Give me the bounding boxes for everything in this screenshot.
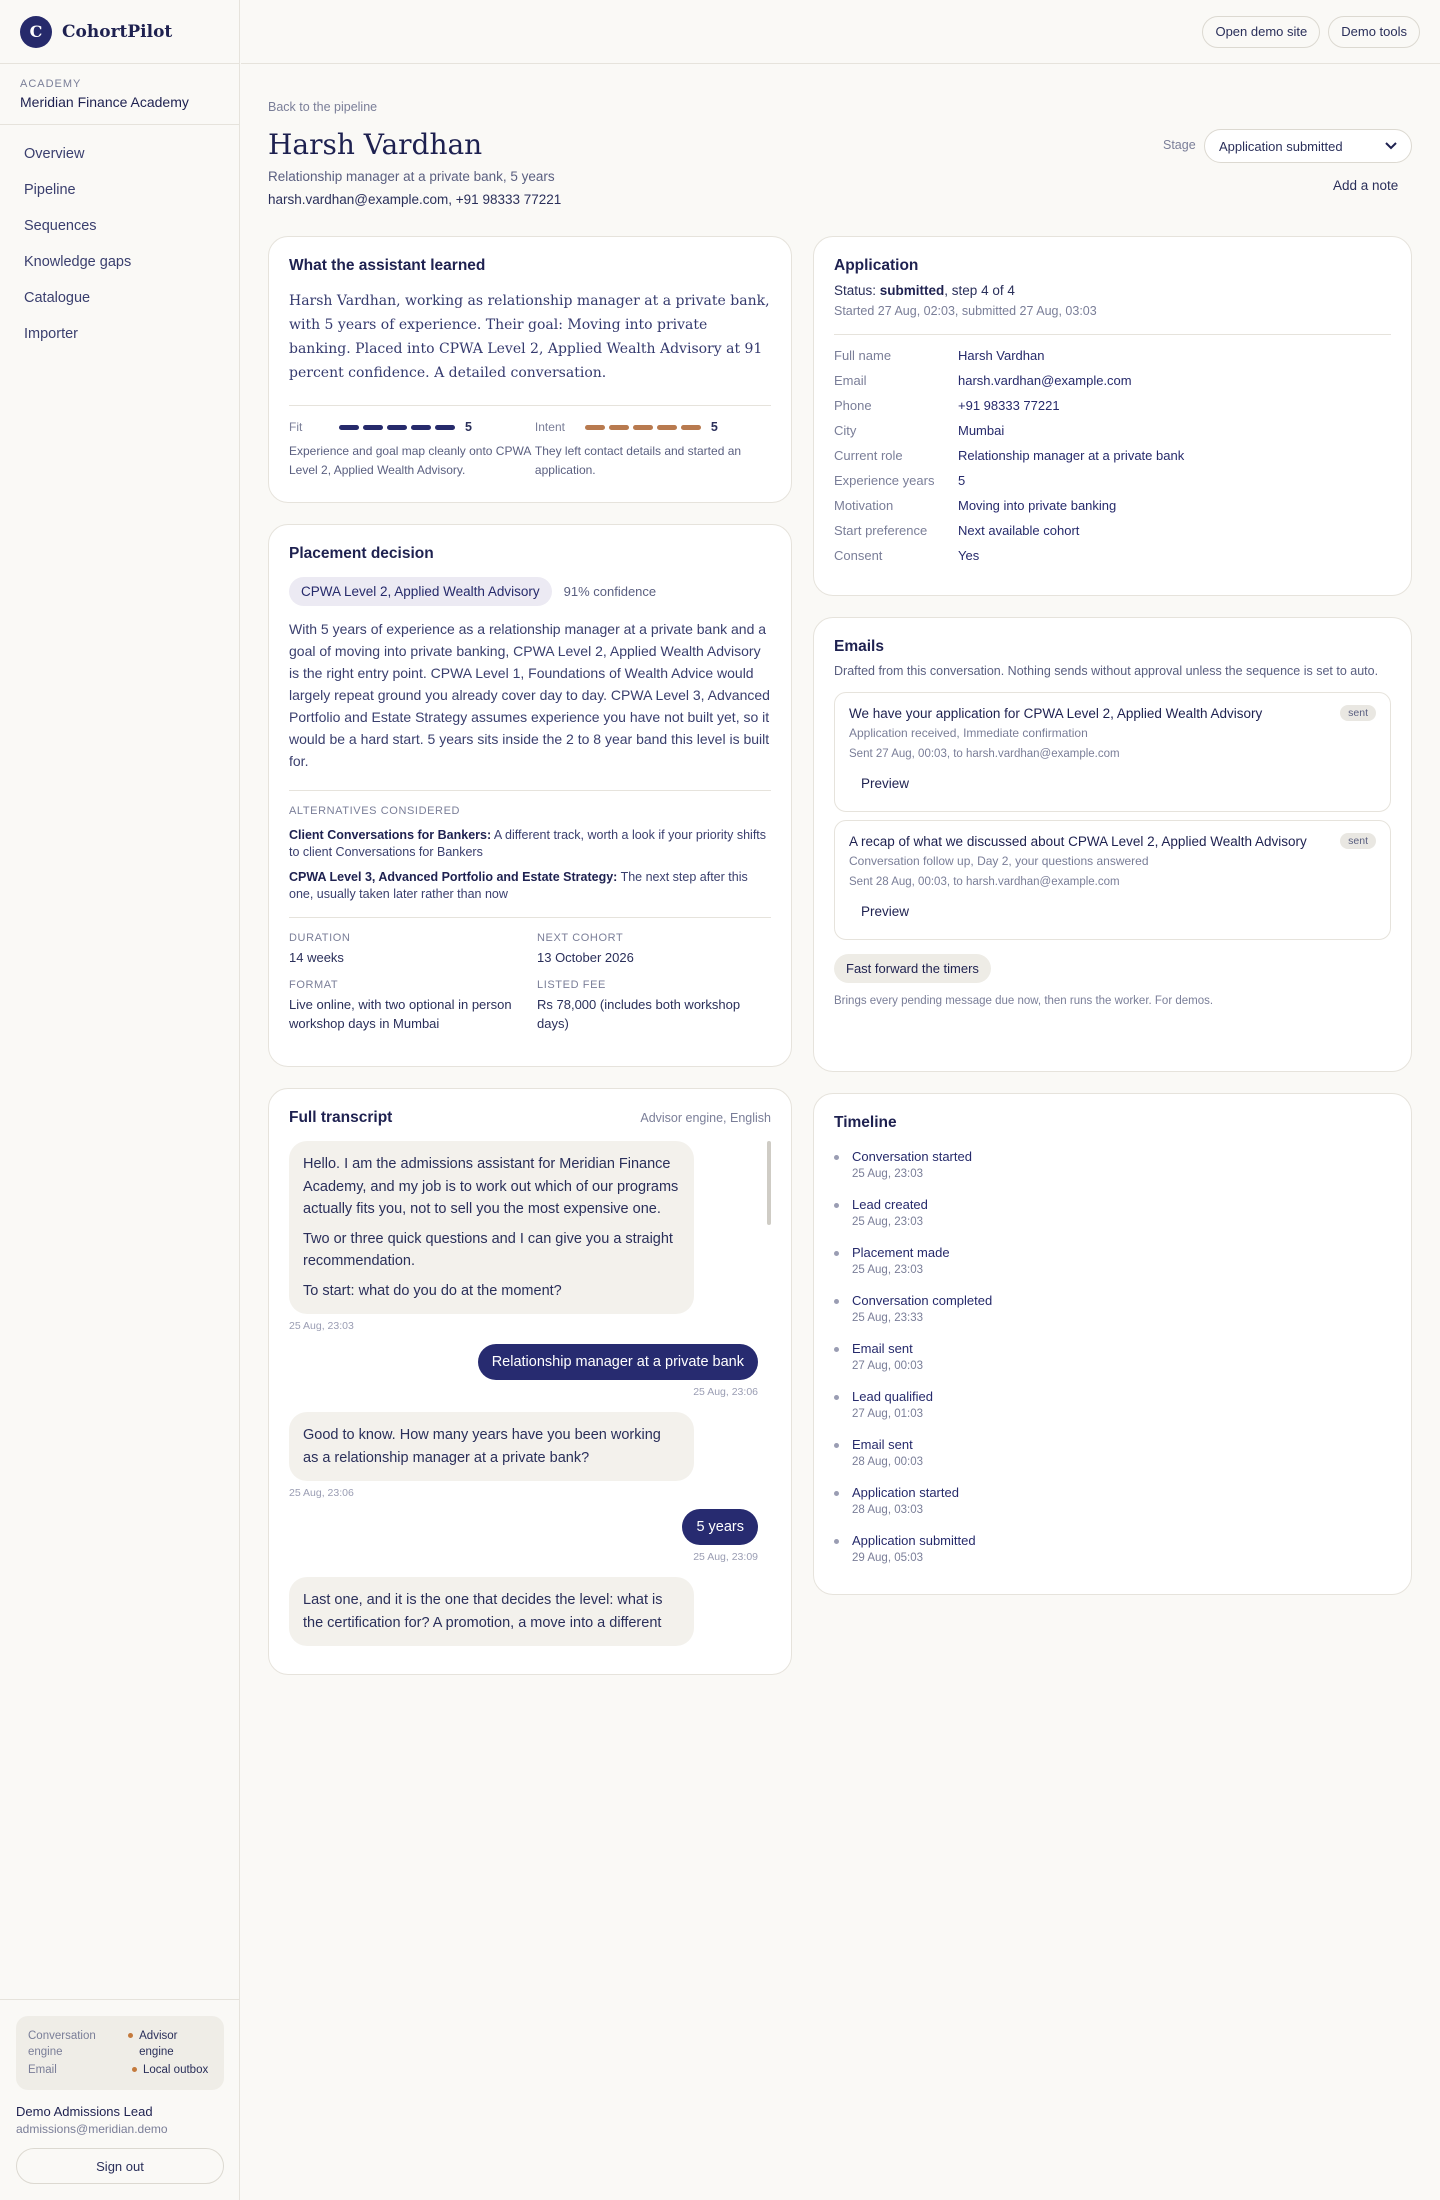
- application-field: [834, 468, 1391, 493]
- application-field: [834, 518, 1391, 543]
- timeline-dot-icon: [834, 1299, 839, 1304]
- intent-label: Intent: [534, 420, 565, 434]
- email-preview-button[interactable]: Preview: [861, 904, 910, 919]
- timeline-event: Application submitted: [852, 1533, 976, 1548]
- topbar: [241, 0, 1440, 64]
- page-title: Harsh Vardhan: [268, 128, 483, 161]
- email-sent-meta: Sent 28 Aug, 00:03, to harsh.vardhan@example.com: [849, 876, 1120, 888]
- field-label: Consent: [834, 548, 883, 563]
- alternative-item: [289, 827, 771, 861]
- email-status-dot-icon: [132, 2067, 137, 2072]
- application-status-prefix: Status:: [834, 283, 880, 298]
- intent-score: 5: [710, 420, 718, 434]
- email-item: [834, 820, 1391, 940]
- placement-program-badge: CPWA Level 2, Applied Wealth Advisory: [289, 577, 552, 606]
- listed-fee-value: Rs 78,000 (includes both workshop days): [537, 997, 741, 1031]
- field-value: Relationship manager at a private bank: [958, 448, 1185, 463]
- email-preview-button[interactable]: Preview: [861, 776, 910, 791]
- timeline-date: 29 Aug, 05:03: [852, 1552, 923, 1564]
- message-timestamp: 25 Aug, 23:06: [693, 1386, 758, 1398]
- timeline-event: Lead created: [852, 1197, 928, 1212]
- transcript-scrollbar[interactable]: [767, 1141, 771, 1225]
- email-status-badge: sent: [1340, 705, 1376, 721]
- fast-forward-button[interactable]: Fast forward the timers: [834, 954, 991, 983]
- stage-label: Stage: [1163, 138, 1196, 152]
- field-value: harsh.vardhan@example.com: [958, 373, 1132, 388]
- timeline-date: 25 Aug, 23:03: [852, 1264, 923, 1276]
- application-field: [834, 443, 1391, 468]
- timeline-dot-icon: [834, 1539, 839, 1544]
- timeline-card: [813, 1093, 1412, 1595]
- alternative-note: The next step after this one, usually taken later rather than now: [289, 870, 748, 901]
- back-to-pipeline-link[interactable]: Back to the pipeline: [268, 100, 378, 114]
- brand-logo-icon: C: [20, 16, 52, 48]
- email-subject: We have your application for CPWA Level 2, Applied Wealth Advisory: [849, 705, 1263, 721]
- emails-intro: Drafted from this conversation. Nothing sends without approval unless the sequence is set to auto.: [834, 664, 1379, 678]
- application-status-value: submitted: [879, 283, 945, 298]
- assistant-message: [289, 1577, 694, 1646]
- learned-summary: Harsh Vardhan, working as relationship manager at a private bank, with 5 years of experience. Their goal: Moving into private banking. Placed into CPWA Level 2, Applied Wealth Advisory at 91 percent confidence. A detailed conversation.: [289, 293, 770, 381]
- user-name: Demo Admissions Lead: [16, 2104, 153, 2119]
- sign-out-button[interactable]: Sign out: [16, 2148, 224, 2184]
- timeline-date: 27 Aug, 00:03: [852, 1360, 923, 1372]
- email-status-badge: sent: [1340, 833, 1376, 849]
- nav-item-catalogue[interactable]: Catalogue: [24, 290, 91, 306]
- timeline-item: [834, 1244, 1391, 1278]
- brand[interactable]: [0, 0, 239, 64]
- message-text: Two or three quick questions and I can give you a straight recommendation.: [303, 1230, 673, 1269]
- open-demo-site-button[interactable]: Open demo site: [1202, 16, 1320, 48]
- fit-bar: [339, 425, 359, 430]
- assistant-message: [289, 1412, 694, 1481]
- alternative-item: [289, 869, 771, 903]
- fit-bar: [411, 425, 431, 430]
- timeline-event: Email sent: [852, 1437, 913, 1452]
- field-label: City: [834, 423, 857, 438]
- message-timestamp: 25 Aug, 23:03: [289, 1320, 354, 1332]
- message-text: To start: what do you do at the moment?: [303, 1282, 562, 1299]
- timeline-item: [834, 1340, 1391, 1374]
- field-value: 5: [958, 473, 966, 488]
- field-value: Harsh Vardhan: [958, 348, 1045, 363]
- transcript-scroll[interactable]: [289, 1141, 771, 1651]
- application-field: [834, 418, 1391, 443]
- engine-status-row: [28, 2028, 212, 2060]
- placement-rationale: With 5 years of experience as a relationship manager at a private bank and a goal of moving into private banking, CPWA Level 2, Applied Wealth Advisory is the right entry point. CPWA Level 1, Foundations of Wealth Advice would largely repeat ground you already cover day to day. CPWA Level 3, Advanced Portfolio and Estate Strategy assumes experience you have not built yet, so it would be a hard start. 5 years sits inside the 2 to 8 year band this level is built for.: [289, 621, 770, 769]
- sidebar: [0, 0, 240, 2200]
- email-sent-meta: Sent 27 Aug, 00:03, to harsh.vardhan@example.com: [849, 748, 1120, 760]
- email-sequence: Conversation follow up, Day 2, your questions answered: [849, 854, 1149, 868]
- placement-title: Placement decision: [289, 545, 434, 562]
- next-cohort-value: 13 October 2026: [537, 950, 634, 965]
- fit-bar: [387, 425, 407, 430]
- intent-score-bars: [585, 425, 701, 430]
- fit-score-bars: [339, 425, 455, 430]
- intent-bar: [609, 425, 629, 430]
- integration-status: [16, 2016, 224, 2090]
- format-label: FORMAT: [289, 979, 339, 991]
- application-card: [813, 236, 1412, 596]
- application-field: [834, 543, 1391, 568]
- timeline-item: [834, 1148, 1391, 1182]
- field-label: Email: [834, 373, 867, 388]
- next-cohort-label: NEXT COHORT: [537, 932, 624, 944]
- field-label: Current role: [834, 448, 903, 463]
- email-item: [834, 692, 1391, 812]
- timeline-item: [834, 1292, 1391, 1326]
- engine-status-label: Conversation engine: [28, 2030, 96, 2058]
- field-label: Phone: [834, 398, 872, 413]
- transcript-title: Full transcript: [289, 1109, 393, 1126]
- engine-status-value: Advisor engine: [139, 2030, 178, 2058]
- engine-status-dot-icon: [128, 2033, 133, 2038]
- field-value: Moving into private banking: [958, 498, 1117, 513]
- application-field: [834, 493, 1391, 518]
- timeline-dot-icon: [834, 1491, 839, 1496]
- timeline-event: Application started: [852, 1485, 959, 1500]
- application-field: [834, 393, 1391, 418]
- nav-item-sequences[interactable]: Sequences: [24, 218, 97, 234]
- assistant-message: [289, 1141, 694, 1314]
- application-field: [834, 368, 1391, 393]
- alternative-name: Client Conversations for Bankers:: [289, 828, 492, 842]
- application-dates: Started 27 Aug, 02:03, submitted 27 Aug, 03:03: [834, 304, 1097, 318]
- emails-title: Emails: [834, 638, 884, 655]
- timeline-item: [834, 1196, 1391, 1230]
- application-status-suffix: , step 4 of 4: [944, 283, 1015, 298]
- timeline-date: 27 Aug, 01:03: [852, 1408, 923, 1420]
- nav-item-importer[interactable]: Importer: [24, 326, 78, 342]
- email-status-value: Local outbox: [143, 2064, 209, 2076]
- intent-bar: [633, 425, 653, 430]
- timeline-event: Email sent: [852, 1341, 913, 1356]
- listed-fee-label: LISTED FEE: [537, 979, 606, 991]
- stage-select[interactable]: [1204, 129, 1412, 163]
- timeline-dot-icon: [834, 1251, 839, 1256]
- alternative-name: CPWA Level 3, Advanced Portfolio and Estate Strategy:: [289, 870, 618, 884]
- academy-name: Meridian Finance Academy: [20, 94, 189, 110]
- email-sequence: Application received, Immediate confirmation: [849, 726, 1088, 740]
- candidate-contact: harsh.vardhan@example.com, +91 98333 77221: [268, 192, 562, 207]
- timeline-date: 28 Aug, 00:03: [852, 1456, 923, 1468]
- message-timestamp: 25 Aug, 23:06: [289, 1487, 354, 1499]
- nav-item-overview[interactable]: Overview: [24, 146, 85, 162]
- field-label: Full name: [834, 348, 892, 363]
- alternative-note: A different track, worth a look if your priority shifts to client Conversations for Bankers: [289, 828, 767, 859]
- email-status-label: Email: [28, 2064, 57, 2076]
- timeline-date: 25 Aug, 23:03: [852, 1168, 923, 1180]
- user-message: Relationship manager at a private bank: [478, 1344, 758, 1380]
- fit-bar: [363, 425, 383, 430]
- sidebar-nav: [0, 125, 239, 351]
- transcript-meta: Advisor engine, English: [640, 1111, 771, 1125]
- user-message: 5 years: [682, 1509, 758, 1545]
- candidate-subtitle: Relationship manager at a private bank, 5 years: [268, 169, 555, 184]
- email-subject: A recap of what we discussed about CPWA Level 2, Applied Wealth Advisory: [849, 833, 1307, 849]
- field-label: Motivation: [834, 498, 894, 513]
- duration-label: DURATION: [289, 932, 351, 944]
- fit-note: Experience and goal map cleanly onto CPWA Level 2, Applied Wealth Advisory.: [289, 444, 531, 477]
- learned-card: [268, 236, 792, 503]
- duration-value: 14 weeks: [289, 950, 344, 965]
- academy-switcher: [0, 64, 239, 125]
- timeline-item: [834, 1388, 1391, 1422]
- timeline-event: Lead qualified: [852, 1389, 933, 1404]
- intent-note: They left contact details and started an application.: [534, 444, 742, 477]
- email-status-row: [28, 2062, 212, 2078]
- timeline-item: [834, 1484, 1391, 1518]
- message-text: Last one, and it is the one that decides the level: what is the certification for? A promotion, a move into a different: [303, 1592, 663, 1631]
- timeline-event: Conversation started: [852, 1149, 972, 1164]
- message-text: Good to know. How many years have you been working as a relationship manager at a private bank?: [303, 1427, 661, 1466]
- timeline-dot-icon: [834, 1395, 839, 1400]
- application-title: Application: [834, 257, 919, 274]
- academy-label: ACADEMY: [20, 78, 82, 90]
- field-value: Yes: [958, 548, 980, 563]
- placement-card: [268, 524, 792, 1067]
- timeline-date: 28 Aug, 03:03: [852, 1504, 923, 1516]
- nav-item-knowledge-gaps[interactable]: Knowledge gaps: [24, 254, 132, 270]
- fast-forward-note: Brings every pending message due now, then runs the worker. For demos.: [834, 995, 1214, 1007]
- stage-select-value: Application submitted: [1219, 138, 1343, 154]
- field-label: Start preference: [834, 523, 928, 538]
- field-value: +91 98333 77221: [958, 398, 1060, 413]
- emails-card: [813, 617, 1412, 1072]
- timeline-event: Placement made: [852, 1245, 950, 1260]
- format-value: Live online, with two optional in person workshop days in Mumbai: [289, 997, 512, 1031]
- user-email: admissions@meridian.demo: [16, 2122, 168, 2136]
- timeline-date: 25 Aug, 23:33: [852, 1312, 923, 1324]
- message-timestamp: 25 Aug, 23:09: [693, 1551, 758, 1563]
- alternatives-label: ALTERNATIVES CONSIDERED: [289, 805, 461, 817]
- demo-tools-button[interactable]: Demo tools: [1328, 16, 1420, 48]
- add-note-button[interactable]: Add a note: [1333, 178, 1399, 193]
- timeline-item: [834, 1532, 1391, 1566]
- sidebar-footer: [0, 1999, 240, 2200]
- intent-bar: [681, 425, 701, 430]
- field-value: Next available cohort: [958, 523, 1080, 538]
- placement-confidence: 91% confidence: [563, 584, 657, 599]
- timeline-dot-icon: [834, 1443, 839, 1448]
- timeline-dot-icon: [834, 1155, 839, 1160]
- fit-label: Fit: [289, 420, 303, 434]
- message-text: Hello. I am the admissions assistant for Meridian Finance Academy, and my job is to work out which of our programs actually fits you, not to sell you the most expensive one.: [303, 1156, 679, 1217]
- field-label: Experience years: [834, 473, 935, 488]
- timeline-date: 25 Aug, 23:03: [852, 1216, 923, 1228]
- intent-bar: [657, 425, 677, 430]
- timeline-dot-icon: [834, 1203, 839, 1208]
- chevron-down-icon: [1385, 142, 1397, 150]
- nav-item-pipeline[interactable]: Pipeline: [24, 182, 76, 198]
- timeline-event: Conversation completed: [852, 1293, 993, 1308]
- fit-score: 5: [465, 420, 472, 434]
- timeline-item: [834, 1436, 1391, 1470]
- learned-title: What the assistant learned: [289, 257, 486, 274]
- field-value: Mumbai: [958, 423, 1005, 438]
- transcript-card: [268, 1088, 792, 1675]
- timeline-title: Timeline: [834, 1114, 897, 1131]
- fit-bar: [435, 425, 455, 430]
- timeline-dot-icon: [834, 1347, 839, 1352]
- intent-bar: [585, 425, 605, 430]
- application-field: [834, 343, 1391, 368]
- brand-name: CohortPilot: [62, 21, 173, 42]
